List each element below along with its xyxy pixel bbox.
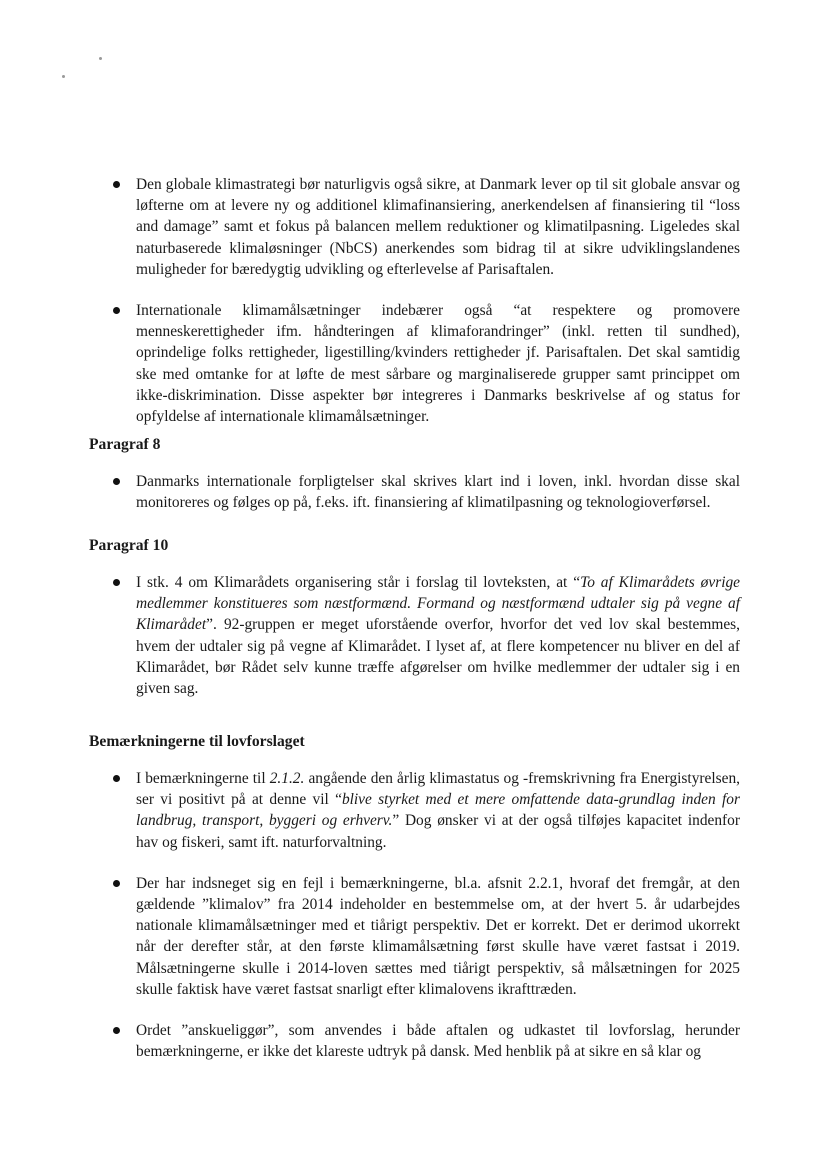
- list-item: [110, 572, 740, 699]
- bullet-list-paragraf-8: [110, 471, 740, 513]
- list-item: [110, 471, 740, 513]
- item-text-mid: angående den årlig klimastatus og -fremskrivning fra Energistyrelsen, ser vi positivt på at denne vil “: [136, 770, 740, 809]
- bullet-list-top: [110, 174, 740, 427]
- bullet-icon: [113, 579, 120, 586]
- bullet-icon: [113, 1027, 120, 1034]
- list-item: [110, 873, 740, 1000]
- list-item: [110, 300, 740, 427]
- item-text-italic: blive styrket med et mere omfattende data-grundlag inden for landbrug, transport, byggeri og erhverv.: [136, 791, 740, 830]
- bullet-icon: [113, 880, 120, 887]
- item-text-start: I stk. 4 om Klimarådets organisering står i forslag til lovteksten, at “: [136, 574, 581, 591]
- scan-speck: [62, 75, 65, 78]
- item-text-start: I bemærkningerne til: [136, 770, 270, 787]
- scan-speck: [99, 57, 102, 60]
- bullet-icon: [113, 478, 120, 485]
- item-text-end: ” Dog ønsker vi at der også tilføjes kapacitet indenfor hav og fiskeri, samt ift. naturforvaltning.: [136, 812, 740, 851]
- section-heading-paragraf-8: Paragraf 8: [89, 436, 161, 453]
- item-text: Der har indsneget sig en fejl i bemærkningerne, bl.a. afsnit 2.2.1, hvoraf det fremgår, at den gældende ”klimalov” fra 2014 indeholder en bestemmelse om, at der hvert 5. år udarbejdes nationale klimamålsætninger med et tiårigt perspektiv. Det er korrekt. Det er derimod ukorrekt når der derefter står, at den første klimamålsætning først skulle have været fastsat i 2019. Målsætningerne skulle i 2014-loven sættes med tiårigt perspektiv, så målsætningen for 2025 skulle faktisk have været fastsat snarligt efter klimalovens ikrafttræden.: [136, 874, 740, 998]
- bullet-list-paragraf-10: [110, 572, 740, 699]
- bullet-list-bemaerkninger: [110, 768, 740, 1062]
- section-heading-paragraf-10: Paragraf 10: [89, 537, 169, 554]
- item-text: Internationale klimamålsætninger indebærer også “at respektere og promovere menneskerettigheder ifm. håndteringen af klimaforandringer” (inkl. retten til sundhed), oprindelige folks rettigheder, ligestilling/kvinders rettigheder jf. Parisaftalen. Det skal samtidig ske med omtanke for at løfte de mest sårbare og marginaliserede grupper samt princippet om ikke-diskrimination. Disse aspekter bør integreres i Danmarks beskrivelse af og status for opfyldelse af internationale klimamålsætninger.: [136, 302, 740, 426]
- list-item: [110, 768, 740, 853]
- bullet-icon: [113, 775, 120, 782]
- list-item: [110, 1020, 740, 1062]
- item-text-end: ”. 92-gruppen er meget uforstående overfor, hvorfor det ved lov skal bestemmes, hvem der udtaler sig på vegne af Klimarådet. I lyset af, at flere kompetencer nu bliver en del af Klimarådet, bør Rådet selv kunne træffe afgørelser om hvilke medlemmer der udtaler sig i en given sag.: [136, 616, 740, 698]
- item-text-italic: To af Klimarådets øvrige medlemmer konstitueres som næstformænd. Formand og næstformænd udtaler sig på vegne af Klimarådet: [136, 574, 740, 634]
- item-text: Danmarks internationale forpligtelser skal skrives klart ind i loven, inkl. hvordan disse skal monitoreres og følges op på, f.eks. ift. finansiering af klimatilpasning og teknologioverførsel.: [136, 473, 740, 512]
- item-text: Den globale klimastrategi bør naturligvis også sikre, at Danmark lever op til sit globale ansvar og løfterne om at levere ny og additionel klimafinansiering, anerkendelsen af finansiering til “loss and damage” samt et fokus på balancen mellem reduktioner og klimatilpasning. Ligeledes skal naturbaserede klimaløsninger (NbCS) anerkendes som bidrag til at sikre udviklingslandenes muligheder for bæredygtig udvikling og efterlevelse af Parisaftalen.: [136, 176, 740, 278]
- item-text: Ordet ”anskueliggør”, som anvendes i både aftalen og udkastet til lovforslag, herunder bemærkningerne, er ikke det klareste udtryk på dansk. Med henblik på at sikre en så klar og: [136, 1022, 740, 1061]
- list-item: [110, 174, 740, 280]
- section-heading-bemaerkninger: Bemærkningerne til lovforslaget: [89, 733, 305, 750]
- bullet-icon: [113, 307, 120, 314]
- bullet-icon: [113, 181, 120, 188]
- item-text-italic: 2.1.2.: [269, 770, 305, 787]
